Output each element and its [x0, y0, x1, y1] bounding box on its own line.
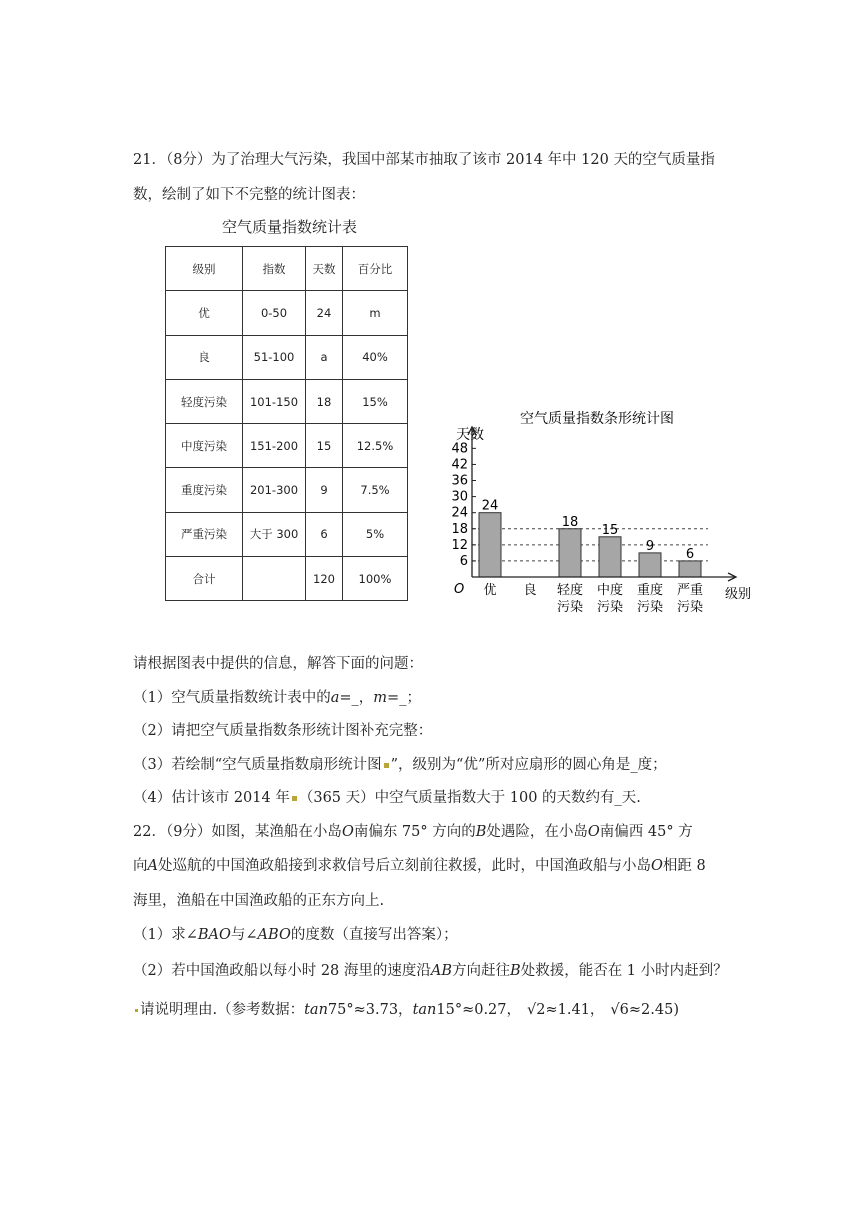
q22-s3-tan1: tan: [304, 1002, 328, 1018]
bar-chart: [440, 405, 770, 620]
data-label-4: 9: [645, 538, 655, 554]
y-tick-label-30: 30: [451, 489, 468, 505]
q1-text-a: （1）空气质量指数统计表中的: [133, 690, 331, 706]
q1-var-a: a: [330, 690, 340, 706]
q22-l1-c: 南偏东 75° 方向的: [353, 824, 476, 840]
table-cell: 9: [306, 468, 343, 512]
q22-reference: [133, 998, 679, 1019]
category-label-4-1: 污染: [636, 600, 664, 615]
table-cell: m: [343, 291, 408, 335]
q22-l1-g: 南偏西 45° 方: [599, 824, 693, 840]
bar-3: [599, 537, 621, 577]
table-row: [166, 468, 408, 512]
q22-s2-e: 处救援，能否在 1 小时内赶到？: [520, 963, 728, 979]
q22-sub-2: [133, 959, 728, 980]
sqrt6: √6: [610, 1002, 629, 1018]
q21-line-2: 数，绘制了如下不完整的统计图表：: [133, 187, 365, 203]
q22-s1-e: 的度数（直接写出答案）；: [290, 927, 458, 943]
table-cell: 101-150: [243, 379, 306, 423]
table-cell: 12.5%: [343, 424, 408, 468]
table-cell: 大于 300: [243, 512, 306, 556]
table-cell: 15: [306, 424, 343, 468]
q22-s3-a: 请说明理由.（参考数据：: [140, 1002, 305, 1018]
table-row: [166, 424, 408, 468]
origin-label: O: [454, 582, 465, 597]
table-cell: 40%: [343, 335, 408, 379]
table-cell: 15%: [343, 379, 408, 423]
y-tick-label-12: 12: [451, 537, 468, 553]
table-cell: 5%: [343, 512, 408, 556]
q22-l1-o2: O: [587, 824, 600, 840]
table-row: [166, 335, 408, 379]
category-label-3-1: 污染: [596, 600, 624, 615]
table-header-row: [166, 247, 408, 291]
q22-s2-a: （2）若中国渔政船以每小时 28 海里的速度沿: [133, 963, 431, 979]
table-row: [166, 379, 408, 423]
q22-s2-c: 方向赶往: [452, 963, 511, 979]
table-cell: 重度污染: [166, 468, 243, 512]
y-tick-label-48: 48: [451, 441, 468, 457]
q1-text-e: =_；: [387, 690, 421, 706]
table-cell: [243, 557, 306, 601]
table-title: 空气质量指数统计表: [222, 218, 358, 236]
y-tick-label-18: 18: [451, 521, 468, 537]
table-cell: 轻度污染: [166, 379, 243, 423]
bar-2: [559, 529, 581, 577]
table-cell: 100%: [343, 557, 408, 601]
q22-line-1: [133, 820, 693, 841]
q22-s2-ab: AB: [430, 963, 453, 979]
y-tick-label-36: 36: [451, 473, 468, 489]
q22-sub-1: [133, 923, 458, 944]
table-cell: 优: [166, 291, 243, 335]
q4-text-a: （4）估计该市 2014 年: [133, 790, 290, 806]
q22-l2-o: O: [650, 858, 663, 874]
q1-text-c: =_，: [339, 690, 374, 706]
category-label-1-0: 良: [523, 583, 537, 598]
question-4: [133, 786, 641, 807]
q22-l1-b: B: [475, 824, 487, 840]
category-label-5-1: 污染: [676, 600, 704, 615]
q22-l2-A: A: [147, 858, 158, 874]
table-cell: 中度污染: [166, 424, 243, 468]
q22-s3-e: 15°≈0.27，: [436, 1002, 522, 1018]
table-cell: 合计: [166, 557, 243, 601]
data-label-5: 6: [685, 546, 695, 562]
category-label-5-0: 严重: [676, 583, 704, 598]
table-cell: 良: [166, 335, 243, 379]
q22-s1-a: （1）求∠: [133, 927, 198, 943]
table-row: [166, 557, 408, 601]
table-cell: 120: [306, 557, 343, 601]
table-cell: 151-200: [243, 424, 306, 468]
data-label-0: 24: [481, 498, 499, 514]
table-row: [166, 291, 408, 335]
table-cell: 201-300: [243, 468, 306, 512]
category-label-2-0: 轻度: [556, 583, 584, 598]
q22-s3-tan2: tan: [412, 1002, 437, 1018]
bar-4: [639, 553, 661, 577]
bar-5: [679, 561, 701, 577]
table-row: [166, 512, 408, 556]
stray-mark-icon: [135, 1009, 138, 1012]
table-cell: 18: [306, 379, 343, 423]
data-label-2: 18: [561, 514, 579, 530]
q22-l2-a: 向: [133, 858, 148, 874]
question-2: （2）请把空气质量指数条形统计图补充完整：: [133, 723, 433, 739]
table-cell: 6: [306, 512, 343, 556]
table-cell: a: [306, 335, 343, 379]
table-cell: 严重污染: [166, 512, 243, 556]
q22-s1-abo: ABO: [257, 927, 291, 943]
table-cell: 7.5%: [343, 468, 408, 512]
category-label-2-1: 污染: [556, 600, 584, 615]
q22-s3-g: ≈1.41，: [545, 1002, 605, 1018]
q4-text-b: （365 天）中空气质量指数大于 100 的天数约有_天.: [298, 790, 641, 806]
category-label-4-0: 重度: [636, 583, 664, 598]
y-tick-label-42: 42: [451, 457, 468, 473]
q22-l1-o: O: [341, 824, 354, 840]
q22-s1-c: 与∠: [230, 927, 258, 943]
q22-l1-e: 处遇险，在小岛: [486, 824, 588, 840]
category-label-0-0: 优: [483, 583, 497, 598]
q22-s3-c: 75°≈3.73，: [327, 1002, 413, 1018]
air-quality-table: [165, 246, 408, 601]
q21-line-1: 21．（8分）为了治理大气污染，我国中部某市抽取了该市 2014 年中 120 天的空气质量指: [133, 152, 715, 168]
question-intro: 请根据图表中提供的信息，解答下面的问题：: [133, 656, 423, 672]
table-header-cell: 天数: [306, 247, 343, 291]
q3-text-b: ”，级别为“优”所对应扇形的圆心角是_度；: [390, 757, 667, 773]
table-cell: 51-100: [243, 335, 306, 379]
q1-var-m: m: [373, 690, 388, 706]
table-cell: 0-50: [243, 291, 306, 335]
question-3: [133, 753, 667, 774]
y-tick-label-24: 24: [451, 505, 468, 521]
sqrt2: √2: [527, 1002, 546, 1018]
question-1: [133, 686, 421, 707]
q22-s2-b: B: [510, 963, 521, 979]
data-label-3: 15: [601, 522, 619, 538]
q22-line-3: 海里，渔船在中国渔政船的正东方向上.: [133, 893, 385, 909]
stray-mark-icon: [384, 763, 389, 768]
q22-s3-i: ≈2.45): [628, 1002, 679, 1018]
q22-l2-e: 相距 8: [662, 858, 706, 874]
bar-0: [479, 513, 501, 577]
y-axis-label: 天数: [456, 427, 484, 443]
category-label-3-0: 中度: [596, 583, 624, 598]
q22-line-2: [133, 854, 706, 875]
q22-s1-bao: BAO: [197, 927, 231, 943]
q3-text-a: （3）若绘制“空气质量指数扇形统计图: [133, 757, 382, 773]
table-header-cell: 级别: [166, 247, 243, 291]
table-cell: 24: [306, 291, 343, 335]
q22-l2-c: 处巡航的中国渔政船接到求救信号后立刻前往救援，此时，中国渔政船与小岛: [157, 858, 651, 874]
chart-title: 空气质量指数条形统计图: [520, 411, 674, 427]
q22-l1-a: 22．（9分）如图，某渔船在小岛: [133, 824, 342, 840]
y-tick-label-6: 6: [459, 553, 468, 569]
table-header-cell: 百分比: [343, 247, 408, 291]
x-axis-label: 级别: [725, 587, 752, 602]
table-header-cell: 指数: [243, 247, 306, 291]
stray-mark-icon: [292, 796, 297, 801]
